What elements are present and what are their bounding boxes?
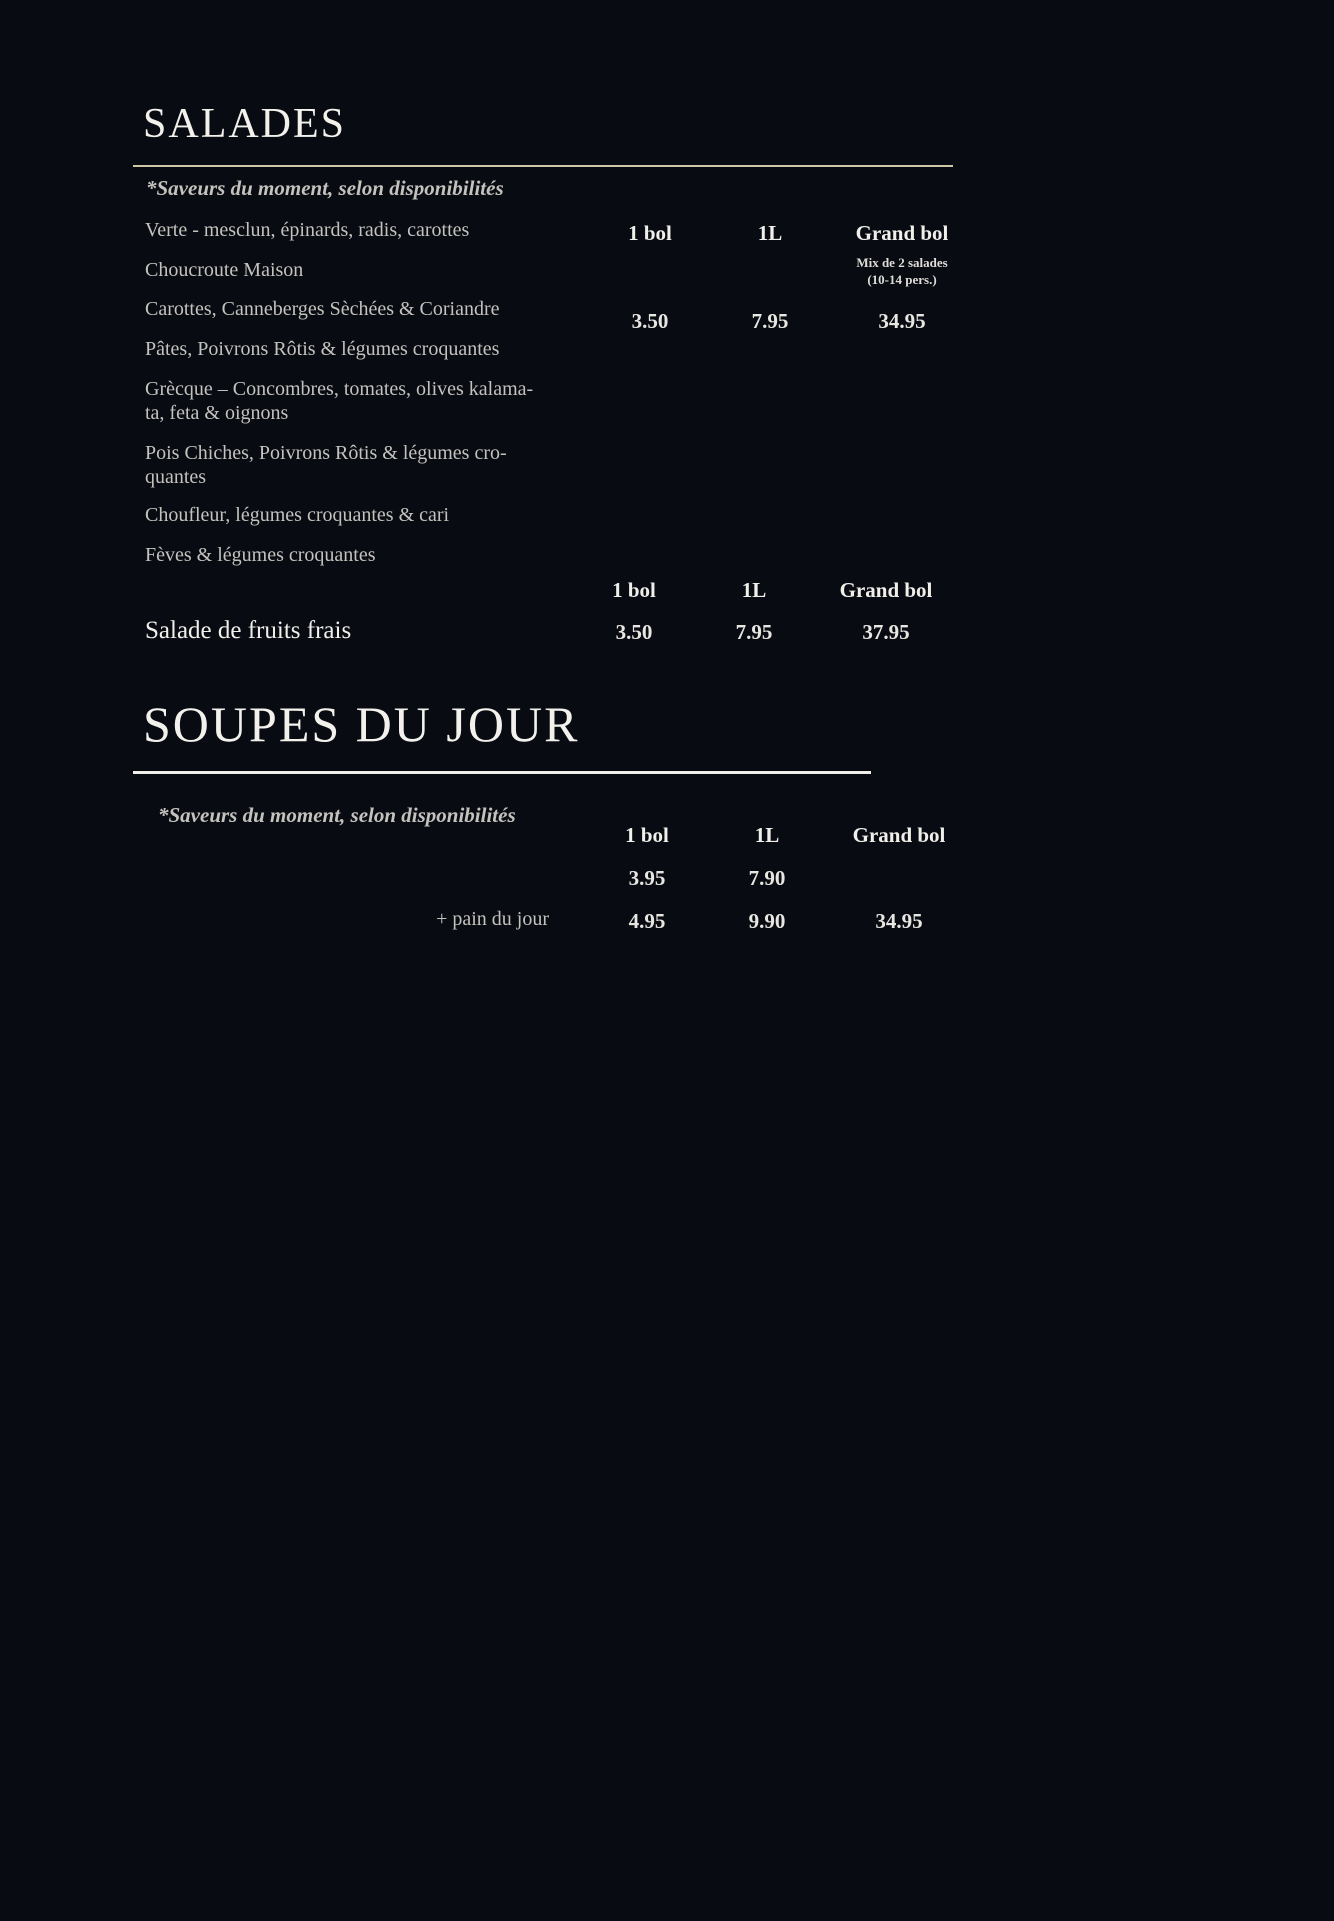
fruits-col-1-bol: 1 bol [612, 578, 656, 602]
salade-item-verte: Verte - mesclun, épinards, radis, carottes [145, 219, 470, 241]
soupes-row1-price-1-bol: 3.95 [628, 866, 666, 890]
salades-col-grand-bol: Grand bol [855, 221, 949, 245]
salades-note: *Saveurs du moment, selon disponibilités [146, 176, 504, 200]
salade-item-feves: Fèves & légumes croquantes [145, 544, 376, 566]
salades-price-1l: 7.95 [751, 309, 789, 333]
fruits-price-1l: 7.95 [735, 620, 773, 644]
soupes-col-grand-bol: Grand bol [852, 823, 946, 847]
fruits-item-name: Salade de fruits frais [145, 617, 352, 644]
fruits-price-1-bol: 3.50 [615, 620, 653, 644]
soupes-row2-price-1l: 9.90 [748, 909, 786, 933]
soupes-col-1-bol: 1 bol [625, 823, 669, 847]
soupes-note: *Saveurs du moment, selon disponibilités [158, 803, 516, 827]
soupes-col-1l: 1L [754, 823, 780, 847]
fruits-col-grand-bol: Grand bol [839, 578, 933, 602]
fruits-col-1l: 1L [741, 578, 767, 602]
soupes-title: SOUPES DU JOUR [143, 696, 580, 752]
soupes-row2-price-1-bol: 4.95 [628, 909, 666, 933]
soupes-row2-label: + pain du jour [436, 908, 549, 930]
salades-price-grand-bol: 34.95 [878, 309, 926, 333]
salades-col-1-bol: 1 bol [628, 221, 672, 245]
fruits-price-grand-bol: 37.95 [862, 620, 910, 644]
salade-item-grecque: Grècque – Concombres, tomates, olives kalama- ta, feta & oignons [145, 378, 534, 424]
soupes-row2-price-grand-bol: 34.95 [875, 909, 923, 933]
salades-price-1-bol: 3.50 [631, 309, 669, 333]
salades-divider [133, 165, 953, 167]
soupes-divider [133, 771, 871, 774]
salades-grand-bol-note: Mix de 2 salades (10-14 pers.) [856, 255, 948, 287]
salades-col-1l: 1L [757, 221, 783, 245]
salade-item-carottes: Carottes, Canneberges Sèchées & Coriandre [145, 298, 500, 320]
salade-item-pates: Pâtes, Poivrons Rôtis & légumes croquantes [145, 338, 500, 360]
salade-item-pois-chiches: Pois Chiches, Poivrons Rôtis & légumes cro- quantes [145, 442, 507, 488]
salades-title: SALADES [143, 101, 347, 147]
soupes-row1-price-1l: 7.90 [748, 866, 786, 890]
salade-item-choucroute: Choucroute Maison [145, 259, 304, 281]
salade-item-choufleur: Choufleur, légumes croquantes & cari [145, 504, 450, 526]
